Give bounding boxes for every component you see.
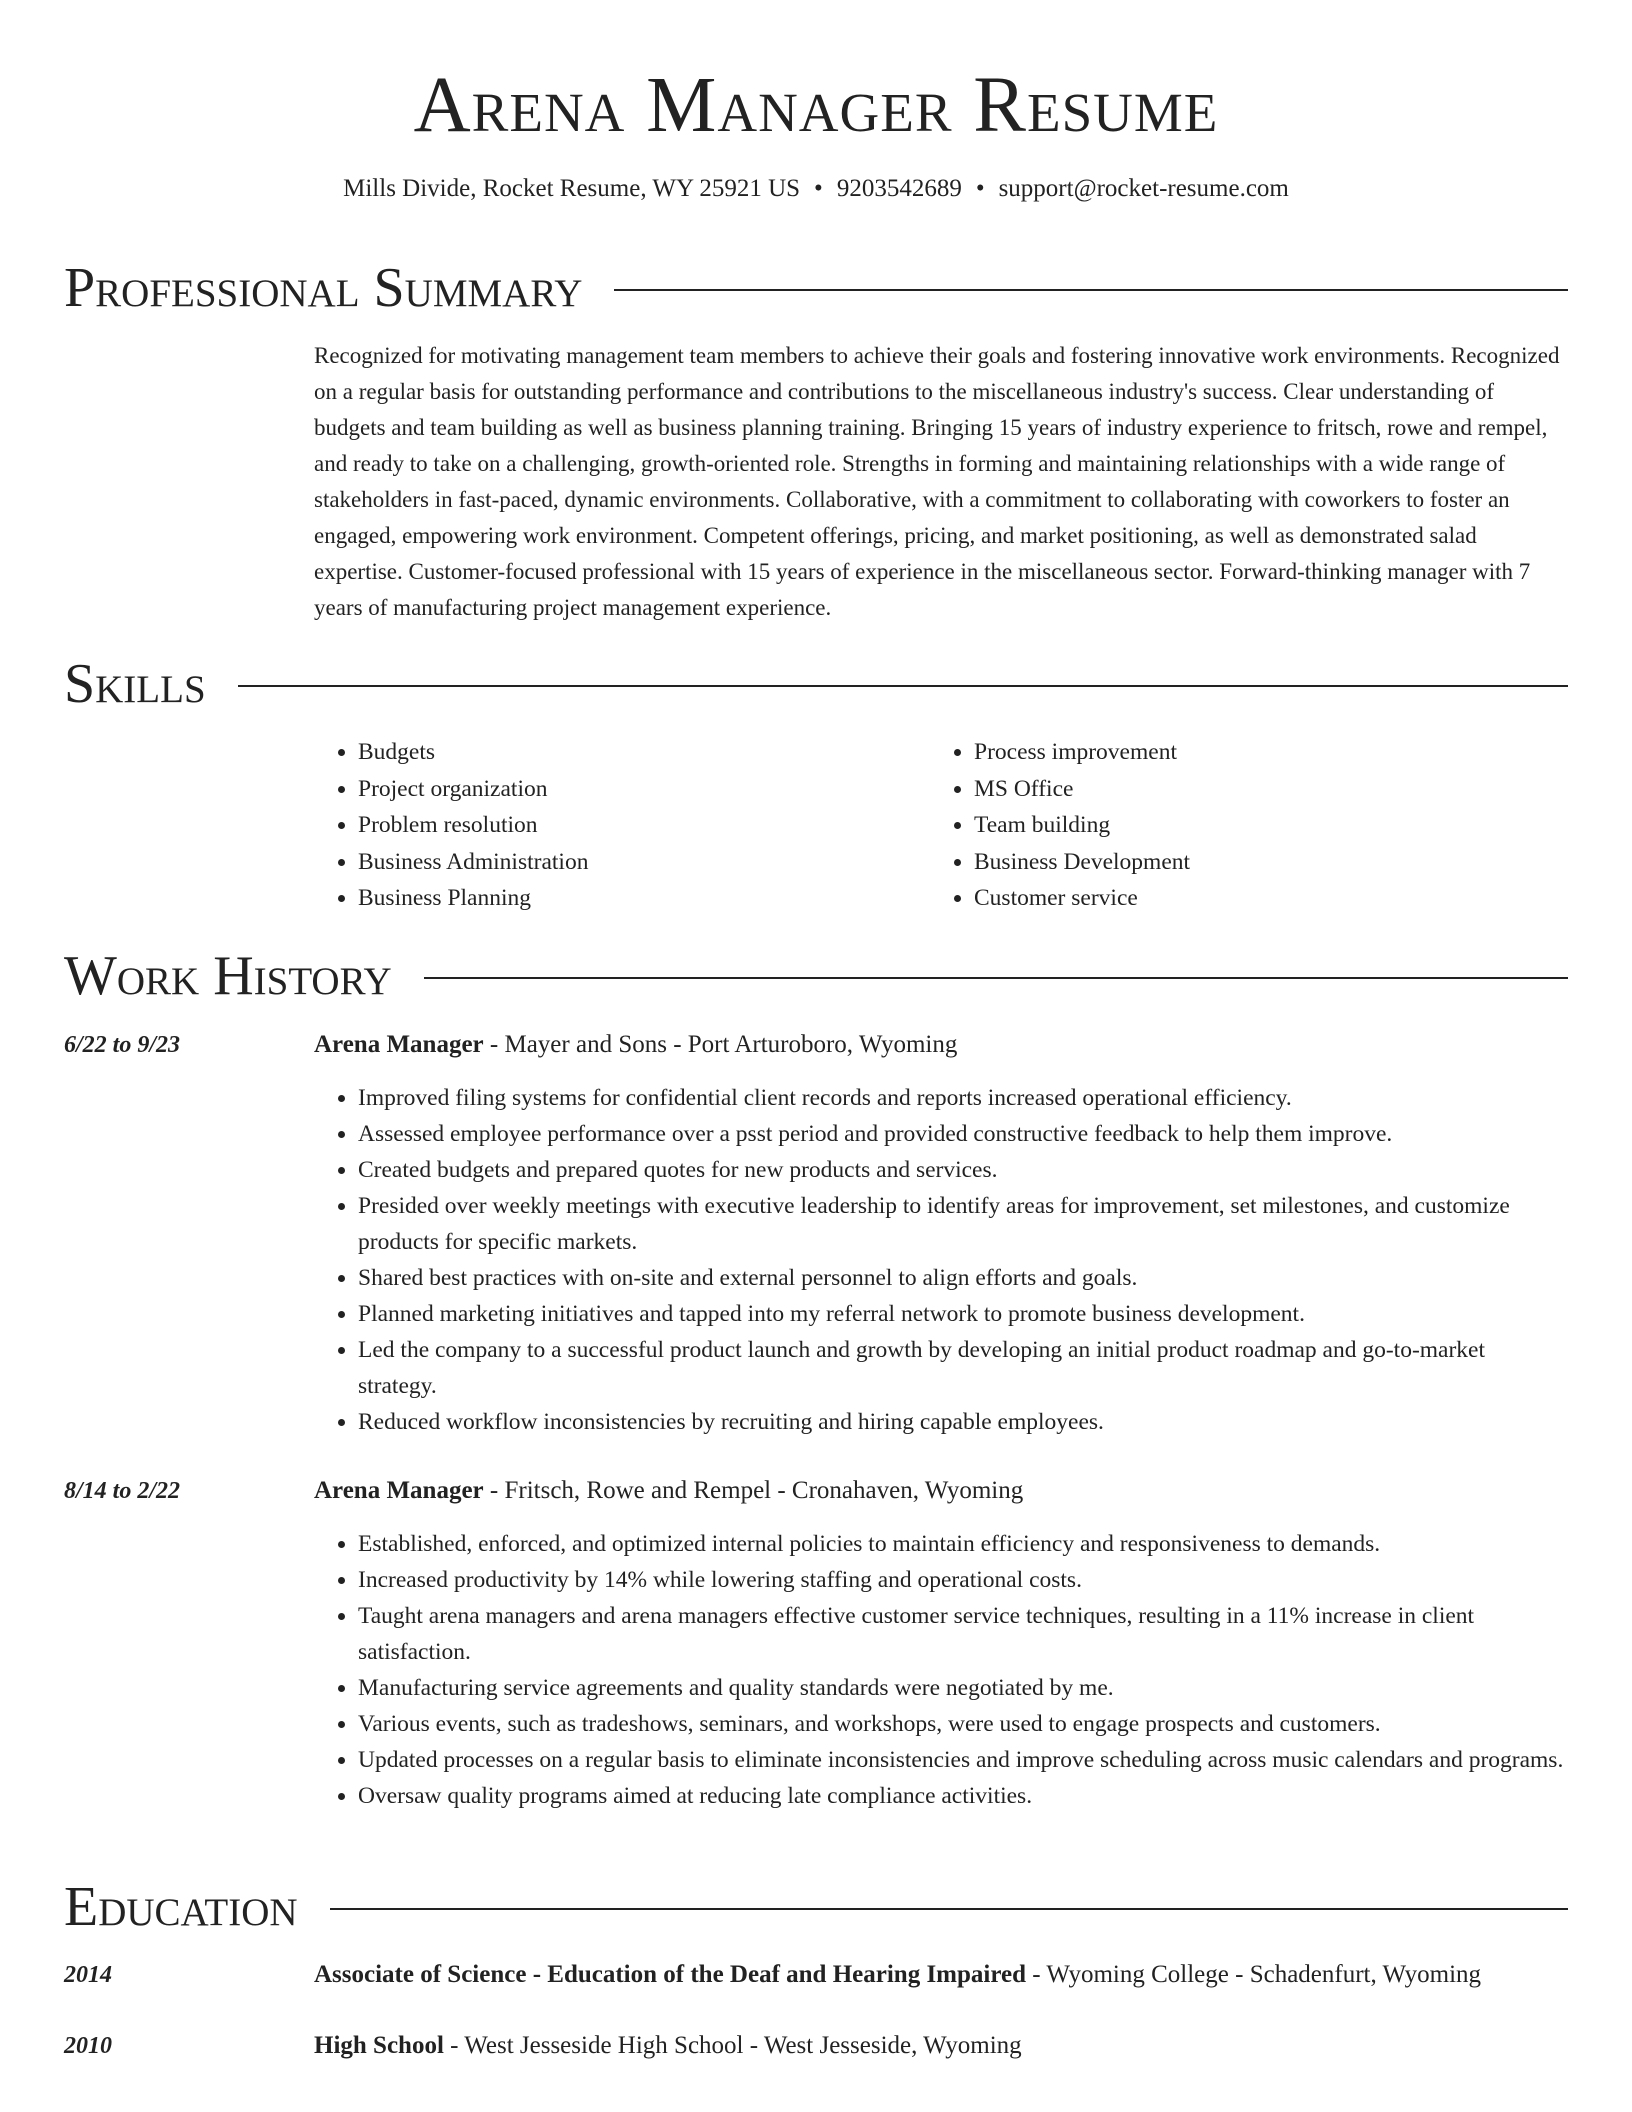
job-dates: 6/22 to 9/23: [64, 1032, 181, 1058]
job-bullet: • Various events, such as tradeshows, seminars, and workshops, were used to engage prospects and customers.: [358, 1706, 1568, 1742]
job-bullet: • Established, enforced, and optimized internal policies to maintain efficiency and responsiveness to demands.: [358, 1526, 1568, 1562]
skill-item: • Budgets: [358, 734, 588, 771]
skill-item: • Business Development: [974, 844, 1190, 881]
skills-list-right: [930, 734, 1190, 917]
job-dates: 8/14 to 2/22: [64, 1478, 181, 1504]
job-bullet: • Presided over weekly meetings with executive leadership to identify areas for improvement, set milestones, and customize products for specific markets.: [358, 1188, 1568, 1260]
job-bullet: • Shared best practices with on-site and external personnel to align efforts and goals.: [358, 1260, 1568, 1296]
section-rule: [238, 685, 1568, 687]
section-title-summary: Professional Summary: [64, 257, 583, 319]
skill-item: • Customer service: [974, 880, 1190, 917]
job-title: Arena Manager: [314, 1477, 484, 1504]
job-heading: [314, 1474, 1592, 1508]
education-entry: [314, 2029, 1592, 2063]
education-school: - Wyoming College - Schadenfurt, Wyoming: [1026, 1961, 1482, 1988]
skill-item: • MS Office: [974, 771, 1190, 808]
section-rule: [614, 289, 1568, 291]
job-bullet: • Increased productivity by 14% while lowering staffing and operational costs.: [358, 1562, 1568, 1598]
section-rule: [424, 977, 1568, 979]
section-header-skills: [64, 652, 1568, 716]
skills-list-left: [314, 734, 588, 917]
section-header-summary: [64, 256, 1568, 320]
section-rule: [330, 1908, 1568, 1910]
job-bullet: • Improved filing systems for confidential client records and reports increased operational efficiency.: [358, 1080, 1568, 1116]
contact-email[interactable]: support@rocket-resume.com: [998, 175, 1289, 202]
education-school: - West Jesseside High School - West Jesseside, Wyoming: [443, 2032, 1022, 2059]
job-bullet: • Manufacturing service agreements and quality standards were negotiated by me.: [358, 1670, 1568, 1706]
job-title: Arena Manager: [314, 1031, 484, 1058]
job-bullet: • Created budgets and prepared quotes for new products and services.: [358, 1152, 1568, 1188]
job-heading: [314, 1028, 1592, 1062]
contact-phone: 9203542689: [836, 175, 962, 202]
contact-separator: •: [814, 175, 823, 202]
section-title-education: Education: [64, 1876, 298, 1938]
job-bullets: [314, 1526, 1568, 1814]
skill-item: • Business Administration: [358, 844, 588, 881]
job-bullet: • Updated processes on a regular basis to eliminate inconsistencies and improve scheduling across music calendars and programs.: [358, 1742, 1568, 1778]
skill-item: • Problem resolution: [358, 807, 588, 844]
contact-separator: •: [975, 175, 985, 202]
job-employer: - Mayer and Sons - Port Arturoboro, Wyoming: [483, 1031, 958, 1058]
section-header-work: [64, 944, 1568, 1008]
education-degree: High School: [314, 2032, 444, 2059]
education-degree: Associate of Science - Education of the Deaf and Hearing Impaired: [314, 1961, 1026, 1988]
skill-item: • Team building: [974, 807, 1190, 844]
resume-title: Arena Manager Resume: [413, 62, 1219, 149]
contact-line: [0, 172, 1632, 206]
job-bullet: • Led the company to a successful product launch and growth by developing an initial product roadmap and go-to-market strategy.: [358, 1332, 1568, 1404]
skill-item: • Project organization: [358, 771, 588, 808]
education-year: 2010: [64, 2033, 112, 2059]
contact-address: Mills Divide, Rocket Resume, WY 25921 US: [343, 175, 801, 202]
job-bullets: [314, 1080, 1568, 1440]
job-bullet: • Planned marketing initiatives and tapped into my referral network to promote business development.: [358, 1296, 1568, 1332]
summary-text: Recognized for motivating management team members to achieve their goals and fostering innovative work environments. Recognized on a regular basis for outstanding performance and contributions to the miscellaneous industry's success. Clear understanding of budgets and team building as well as business planning training. Bringing 15 years of industry experience to fritsch, rowe and rempel, and ready to take on a challenging, growth-oriented role. Strengths in forming and maintaining relationships with a wide range of stakeholders in fast-paced, dynamic environments. Collaborative, with a commitment to collaborating with coworkers to foster an engaged, empowering work environment. Competent offerings, pricing, and market positioning, as well as demonstrated salad expertise. Customer-focused professional with 15 years of experience in the miscellaneous sector. Forward-thinking manager with 7 years of manufacturing project management experience.: [314, 343, 1560, 620]
section-title-skills: Skills: [64, 653, 206, 715]
job-bullet: • Reduced workflow inconsistencies by recruiting and hiring capable employees.: [358, 1404, 1568, 1440]
skill-item: • Process improvement: [974, 734, 1190, 771]
job-bullet: • Assessed employee performance over a psst period and provided constructive feedback to help them improve.: [358, 1116, 1568, 1152]
section-title-work: Work History: [64, 945, 392, 1007]
section-header-education: [64, 1875, 1568, 1939]
education-year: 2014: [64, 1962, 112, 1988]
job-employer: - Fritsch, Rowe and Rempel - Cronahaven, Wyoming: [483, 1477, 1024, 1504]
skill-item: • Business Planning: [358, 880, 588, 917]
job-bullet: • Taught arena managers and arena managers effective customer service techniques, resulting in a 11% increase in client satisfaction.: [358, 1598, 1568, 1670]
job-bullet: • Oversaw quality programs aimed at reducing late compliance activities.: [358, 1778, 1568, 1814]
education-entry: [314, 1958, 1592, 1992]
